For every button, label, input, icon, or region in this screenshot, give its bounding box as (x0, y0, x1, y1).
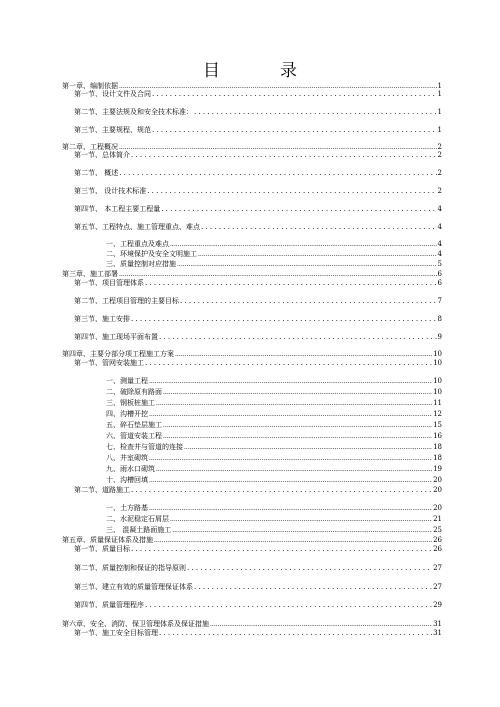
toc-entry[interactable]: 七、检查井与管道的连接 ..... 18 (106, 443, 442, 451)
toc-entry[interactable]: 第三节、主要规程、规范 . . . 1 (74, 126, 442, 134)
toc-entry[interactable]: 第二章、工程概况 ..... 2 (62, 143, 442, 151)
toc-entry[interactable]: 四、沟槽开挖 ..... 12 (106, 410, 442, 418)
toc-entry[interactable]: 第二节、主要法规及和安全技术标准： . . . 1 (74, 108, 442, 116)
toc-entry[interactable]: 第一节、施工安全目标管理 . . . 31 (74, 629, 442, 637)
toc-entry[interactable]: 二、环境保护及安全文明施工 ..... 4 (106, 250, 442, 258)
toc-entry[interactable]: 十、沟槽回填 ..... 20 (106, 476, 442, 484)
toc-entry[interactable]: 第一章、编制依据 ..... 1 (62, 82, 442, 90)
toc-title-char-1: 目 (203, 61, 220, 81)
toc-entry[interactable]: 一、测量工程 ..... 10 (106, 377, 442, 385)
toc-entry[interactable]: 第一节、管网安装施工 . . . 10 (74, 359, 442, 367)
toc-entry[interactable]: 第三节、施工安排 . . . 8 (74, 315, 442, 323)
toc-entry[interactable]: 二、水泥稳定石屑层 ..... 21 (106, 515, 442, 523)
toc-entry[interactable]: 三、质量控制对应措施 ..... 5 (106, 260, 442, 268)
toc-entry[interactable]: 第一节、项目管理体系 . . . 6 (74, 279, 442, 287)
toc-entry[interactable]: 第三章、施工部署 ..... 6 (62, 270, 442, 278)
toc-entry[interactable]: 第五节、工程特点、施工管理重点、难点 . . . 4 (74, 223, 442, 231)
toc-entry[interactable]: 第二节、工程项目管理的主要目标 . . . 7 (74, 297, 442, 305)
toc-entry[interactable]: 第四节、施工现场平面布置 . . . 9 (74, 333, 442, 341)
toc-entry[interactable]: 第六章、安全、消防、保卫管理体系及保证措施 ..... 31 (62, 620, 442, 628)
toc-entry[interactable]: 一、工程重点及难点 ..... 4 (106, 240, 442, 248)
toc-title-char-2: 录 (280, 61, 297, 81)
toc-entry[interactable]: 九、雨水口砌筑 ..... 19 (106, 465, 442, 473)
toc-entry[interactable]: 一、土方路基 ..... 20 (106, 504, 442, 512)
toc-entry[interactable]: 五、碎石垫层施工 ..... 15 (106, 421, 442, 429)
toc-entry[interactable]: 第二节、道路施工 . . . 20 (74, 486, 442, 494)
toc-entry[interactable]: 第四章、主要分部分项工程施工方案 ..... 10 (62, 350, 442, 358)
toc-entry[interactable]: 第四节、 本工程主要工程量 . . . 4 (74, 205, 442, 213)
toc-entry[interactable]: 第三节、建立有效的质量管理保证体系 . . . 27 (74, 583, 442, 591)
toc-entry[interactable]: 第四节、质量管理程序 . . . 29 (74, 601, 442, 609)
toc-entry[interactable]: 六、管道安装工程 ..... 16 (106, 432, 442, 440)
toc-entry[interactable]: 三、 混凝土路面施工 ..... 25 (106, 526, 442, 534)
toc-entry[interactable]: 第二节、质量控制和保证的指导原则 . . . 27 (74, 564, 442, 572)
toc-entry[interactable]: 八、井室砌筑 ..... 18 (106, 454, 442, 462)
toc-entry[interactable]: 第一节、质量目标 . . . 26 (74, 545, 442, 553)
toc-entry[interactable]: 第三节、 设计技术标准 . . . 2 (74, 187, 442, 195)
toc-entry[interactable]: 三、钢板桩施工 ..... 11 (106, 399, 442, 407)
toc-entry[interactable]: 第五章、质量保证体系及措施 ..... 26 (62, 536, 442, 544)
toc-entry[interactable]: 第一节、设计文件及合同 . . . 1 (74, 90, 442, 98)
toc-entry[interactable]: 第二节、 概述 . . . 2 (74, 169, 442, 177)
toc-entry[interactable]: 二、破除原有路面 ..... 10 (106, 388, 442, 396)
toc-entry[interactable]: 第一节、总体简介 . . . 2 (74, 151, 442, 159)
